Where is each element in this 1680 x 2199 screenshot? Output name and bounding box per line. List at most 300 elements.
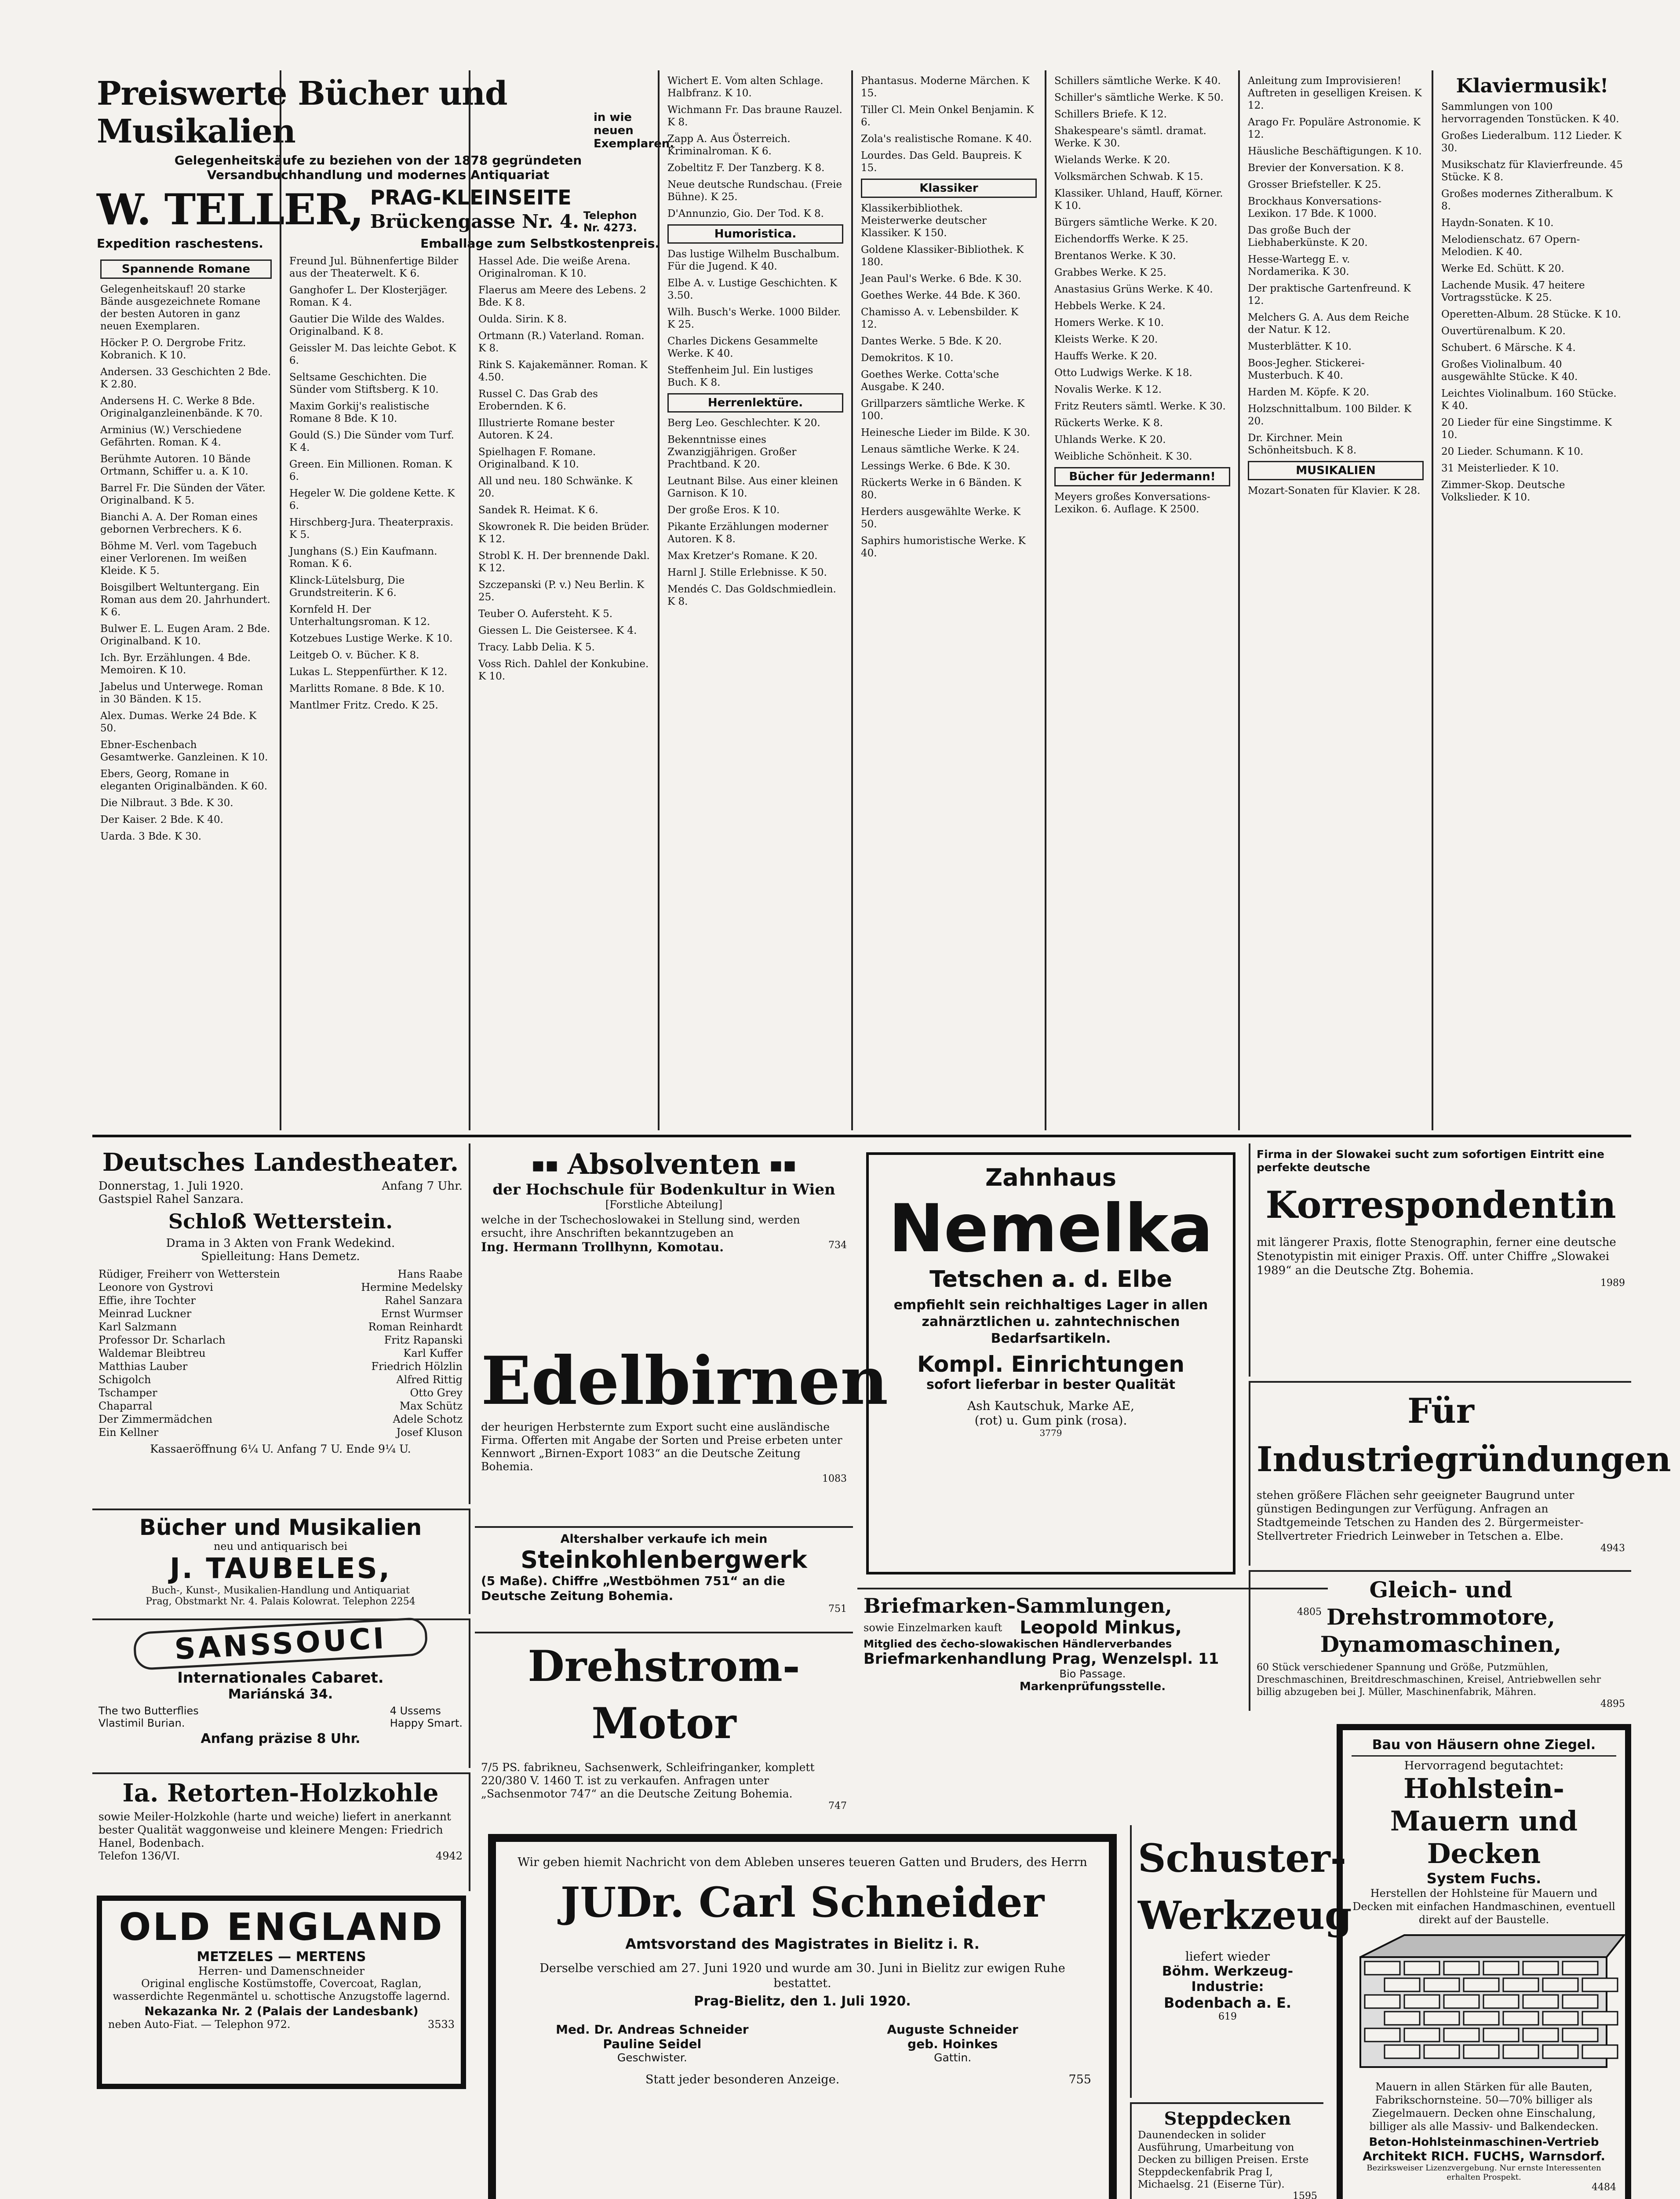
sanssouci-act-2: Vlastimil Burian. <box>98 1717 185 1729</box>
classified-entry: Spielhagen F. Romane. Originalband. K 10. <box>478 446 596 470</box>
classified-entry: Heinesche Lieder im Bilde. K 30. <box>861 427 1030 438</box>
sanssouci-logo: SANSSOUCI <box>133 1617 428 1671</box>
classified-entry: Tiller Cl. Mein Onkel Benjamin. K 6. <box>861 104 1034 128</box>
classified-entry: Geissler M. Das leichte Gebot. K 6. <box>289 343 456 366</box>
classified-entry: Goethes Werke. 44 Bde. K 360. <box>861 290 1021 301</box>
steppdecken-title: Steppdecken <box>1164 2108 1291 2129</box>
sanssouci-act-4: Happy Smart. <box>390 1717 463 1729</box>
classified-entry: Uarda. 3 Bde. K 30. <box>100 831 202 842</box>
classified-entry: Hegeler W. Die goldene Kette. K 6. <box>289 488 455 511</box>
hohlstein-firm: Architekt RICH. FUCHS, Warnsdorf. <box>1362 2149 1606 2163</box>
section-herrenlektuere: Herrenlektüre. <box>667 393 843 413</box>
classified-entry: Seltsame Geschichten. Die Sünder vom Stiftsberg. K 10. <box>289 372 439 395</box>
england-title: OLD ENGLAND <box>119 1905 444 1949</box>
taubeles-address: Prag, Obstmarkt Nr. 4. Palais Kolowrat. Telephon 2254 <box>146 1596 415 1607</box>
classified-entry: Leichtes Violinalbum. 160 Stücke. K 40. <box>1441 388 1617 412</box>
ad-steinkohlen <box>475 1526 853 1627</box>
steinkohlen-line: Altershalber verkaufe ich mein <box>560 1532 768 1546</box>
schneider-code: 755 <box>1068 2073 1091 2086</box>
classified-entry: Gould (S.) Die Sünder vom Turf. K 4. <box>289 430 454 453</box>
steinkohlen-code: 751 <box>828 1604 847 1615</box>
classified-entry: Klassikerbibliothek. Meisterwerke deutscher Klassiker. K 150. <box>861 203 987 239</box>
zahnhaus-item2: (rot) u. Gum pink (rosa). <box>974 1413 1127 1428</box>
drehstrom-text: 7/5 PS. fabrikneu, Sachsenwerk, Schleifringanker, komplett 220/380 V. 1460 T. ist zu verkaufen. Anfragen unter „Sachsenmotor 747“ an die Deutsche Zeitung Bohemia. <box>481 1761 815 1800</box>
schuster-firm: Böhm. Werkzeug-Industrie: <box>1162 1964 1294 1994</box>
absolventen-ornament-left-icon: ▪▪ <box>531 1152 559 1176</box>
zahnhaus-code: 3779 <box>1039 1428 1062 1438</box>
column-6-list <box>1054 75 1230 463</box>
schuster-title1: Schuster- <box>1138 1835 1347 1881</box>
classified-entry: Homers Werke. K 10. <box>1054 317 1164 329</box>
schneider-sign2b: geb. Hoinkes <box>907 2037 998 2051</box>
korrespondentin-intro: Firma in der Slowakei sucht zum sofortigen Eintritt eine perfekte deutsche <box>1257 1148 1604 1174</box>
classified-entry: Großes modernes Zitheralbum. K 8. <box>1441 188 1613 212</box>
column-6-jedermann-list <box>1054 491 1230 515</box>
classified-entry: Uhlands Werke. K 20. <box>1054 434 1166 446</box>
classified-entry: Demokritos. K 10. <box>861 352 954 364</box>
classified-entry: Grabbes Werke. K 25. <box>1054 267 1166 278</box>
classified-entry: Hassel Ade. Die weiße Arena. Originalroman. K 10. <box>478 256 630 279</box>
brick <box>1503 2045 1538 2058</box>
theater-guest: Gastspiel Rahel Sanzara. <box>98 1193 244 1206</box>
classified-entry: Chamisso A. v. Lebensbilder. K 12. <box>861 307 1019 330</box>
cast-row <box>98 1426 463 1439</box>
brick <box>1385 2012 1420 2025</box>
classified-entry: Bekenntnisse eines Zwanzigjährigen. Großer Prachtband. K 20. <box>667 434 797 470</box>
classified-entry: Bianchi A. A. Der Roman eines gebornen Verbrechers. K 6. <box>100 511 258 535</box>
industrie-code: 4943 <box>1600 1543 1625 1554</box>
classified-entry: Shakespeare's sämtl. dramat. Werke. K 30. <box>1054 125 1206 149</box>
brick <box>1483 1962 1519 1975</box>
england-address: Nekazanka Nr. 2 (Palais der Landesbank) <box>144 2005 419 2018</box>
schneider-footer: Statt jeder besonderen Anzeige. <box>645 2073 840 2086</box>
classified-entry: Oulda. Sirin. K 8. <box>478 314 567 325</box>
classified-entry: Melchers G. A. Aus dem Reiche der Natur. K 12. <box>1248 312 1409 336</box>
brick <box>1424 1978 1459 1991</box>
classified-entry: 20 Lieder. Schumann. K 10. <box>1441 446 1584 457</box>
classified-entry: Rückerts Werke. K 8. <box>1054 417 1163 429</box>
classified-entry: Max Kretzer's Romane. K 20. <box>667 550 818 562</box>
brick <box>1444 1962 1479 1975</box>
classified-entry: Kleists Werke. K 20. <box>1054 334 1158 345</box>
england-line2: Original englische Kostümstoffe, Covercoat, Raglan, wasserdichte Regenmäntel u. schottische Anzugstoffe lagernd. <box>113 1977 450 2002</box>
edelbirnen-code: 1083 <box>822 1473 847 1484</box>
cast-row <box>98 1347 463 1360</box>
schuster-title2: Werkzeug <box>1138 1892 1352 1938</box>
brick <box>1365 2028 1400 2042</box>
sanssouci-act-1: The two Butterflies <box>98 1705 199 1717</box>
cast-role: Leonore von Gystrovi <box>98 1281 213 1293</box>
classified-entry: Lukas L. Steppenfürther. K 12. <box>289 666 448 678</box>
brick <box>1404 2028 1439 2042</box>
cast-role: Matthias Lauber <box>98 1360 188 1373</box>
england-code: 3533 <box>427 2018 455 2031</box>
schuster-place: Bodenbach a. E. <box>1163 1994 1292 2011</box>
cast-actor: Alfred Rittig <box>396 1373 463 1386</box>
classified-entry: Junghans (S.) Ein Kaufmann. Roman. K 6. <box>289 546 437 570</box>
edelbirnen-text: der heurigen Herbsternte zum Export sucht eine ausländische Firma. Offerten mit Angabe der Sorten und Preise erbeten unter Kennwort „Birnen-Export 1083“ an die Deutsche Zeitung Bohemia. <box>481 1421 842 1473</box>
cast-role: Rüdiger, Freiherr von Wetterstein <box>98 1268 280 1280</box>
cast-row <box>98 1294 463 1307</box>
briefmarken-name: Leopold Minkus, <box>1020 1618 1182 1638</box>
classified-entry: Arago Fr. Populäre Astronomie. K 12. <box>1248 117 1421 140</box>
briefmarken-passage: Bio Passage. <box>1059 1668 1126 1680</box>
briefmarken-title: Briefmarken-Sammlungen, <box>864 1594 1172 1618</box>
brick <box>1424 2012 1459 2025</box>
column-2 <box>281 70 470 1130</box>
ad-korrespondentin <box>1249 1143 1631 1377</box>
classified-entry: Höcker P. O. Dergrobe Fritz. Kobranich. K 10. <box>100 337 246 361</box>
ad-absolventen <box>475 1143 853 1333</box>
classified-entry: Zapp A. Aus Österreich. Kriminalroman. K 6. <box>667 133 791 157</box>
column-5-klassiker-list <box>861 202 1037 559</box>
classified-entry: Hirschberg-Jura. Theaterpraxis. K 5. <box>289 517 454 541</box>
classified-columns <box>92 70 1631 1130</box>
classified-entry: Flaerus am Meere des Lebens. 2 Bde. K 8. <box>478 285 646 308</box>
cast-row <box>98 1333 463 1347</box>
classified-entry: Lourdes. Das Geld. Baupreis. K 15. <box>861 150 1022 174</box>
holzkohle-phone: Telefon 136/VI. <box>98 1850 180 1862</box>
cast-actor: Fritz Rapanski <box>384 1334 463 1346</box>
classified-entry: Pikante Erzählungen moderner Autoren. K 8. <box>667 521 828 545</box>
classified-entry: Häusliche Beschäftigungen. K 10. <box>1248 146 1422 157</box>
schneider-intro: Wir geben hiemit Nachricht von dem Ableben unseres teueren Gatten und Bruders, des Herrn <box>517 1856 1087 1869</box>
steppdecken-text: Daunendecken in solider Ausführung, Umarbeitung von Decken zu billigen Preisen. Erste Steppdeckenfabrik Prag I, Michaelsg. 21 (Eiserne Tür). <box>1138 2130 1309 2190</box>
sanssouci-start: Anfang präzise 8 Uhr. <box>200 1731 361 1746</box>
cast-actor: Hermine Medelsky <box>361 1281 463 1293</box>
banner-street: Brückengasse Nr. 4. <box>370 211 579 232</box>
hohlstein-header: Bau von Häusern ohne Ziegel. <box>1352 1737 1616 1757</box>
sanssouci-address: Mariánská 34. <box>228 1687 333 1702</box>
hohlstein-code: 4484 <box>1592 2182 1616 2193</box>
classified-entry: Gautier Die Wilde des Waldes. Originalband. K 8. <box>289 314 445 337</box>
classified-entry: Schillers Briefe. K 12. <box>1054 109 1167 120</box>
holzkohle-text: sowie Meiler-Holzkohle (harte und weiche) liefert in anerkannt bester Qualität waggonweise und kleinere Mengen: Friedrich Hanel, Bodenbach. <box>98 1810 451 1849</box>
classified-entry: Boos-Jegher. Stickerei-Musterbuch. K 40. <box>1248 358 1365 381</box>
ad-zahnhaus <box>857 1143 1244 1583</box>
schneider-sign2c: Gattin. <box>934 2051 972 2064</box>
brick <box>1444 1995 1479 2008</box>
cast-role: Effie, ihre Tochter <box>98 1294 196 1307</box>
classified-entry: Hauffs Werke. K 20. <box>1054 351 1157 362</box>
brick <box>1503 2012 1538 2025</box>
steinkohlen-text: (5 Maße). Chiffre „Westböhmen 751“ an die Deutsche Zeitung Bohemia. <box>481 1574 785 1603</box>
classified-entry: Musikschatz für Klavierfreunde. 45 Stücke. K 8. <box>1441 159 1623 183</box>
classified-entry: Jabelus und Unterwege. Roman in 30 Bänden. K 15. <box>100 681 263 705</box>
classified-entry: Großes Violinalbum. 40 ausgewählte Stücke. K 40. <box>1441 359 1578 383</box>
newspaper-page <box>92 70 1671 2199</box>
zahnhaus-item1: Ash Kautschuk, Marke AE, <box>967 1399 1135 1413</box>
column-7 <box>1240 70 1433 1130</box>
classified-entry: Schiller's sämtliche Werke. K 50. <box>1054 92 1224 103</box>
cast-row <box>98 1373 463 1386</box>
steppdecken-code: 1595 <box>1293 2191 1317 2199</box>
classified-entry: Zola's realistische Romane. K 40. <box>861 133 1032 145</box>
column-4-list <box>667 75 843 220</box>
cast-actor: Adele Schotz <box>393 1413 463 1425</box>
classified-entry: Alex. Dumas. Werke 24 Bde. K 50. <box>100 710 257 734</box>
classified-entry: Voss Rich. Dahlel der Konkubine. K 10. <box>478 658 649 682</box>
cast-role: Chaparral <box>98 1400 153 1412</box>
classified-entry: Goethes Werke. Cotta'sche Ausgabe. K 240. <box>861 369 999 393</box>
column-7-list <box>1248 75 1424 457</box>
classified-entry: Haydn-Sonaten. K 10. <box>1441 217 1554 229</box>
steinkohlen-title: Steinkohlenbergwerk <box>521 1546 807 1574</box>
ad-drehstrom <box>475 1632 853 1816</box>
classified-entry: Neue deutsche Rundschau. (Freie Bühne). K 25. <box>667 179 842 203</box>
classified-entry: Lenaus sämtliche Werke. K 24. <box>861 444 1020 455</box>
classified-entry: Bürgers sämtliche Werke. K 20. <box>1054 217 1217 228</box>
classified-entry: Ich. Byr. Erzählungen. 4 Bde. Memoiren. K 10. <box>100 652 251 676</box>
drehstrom-title: Drehstrom-Motor <box>528 1641 800 1748</box>
brick <box>1563 1995 1598 2008</box>
classified-entry: Skowronek R. Die beiden Brüder. K 12. <box>478 521 650 545</box>
hohlstein-illustration <box>1352 1931 1624 2076</box>
ad-hohlstein <box>1337 1724 1631 2199</box>
section-klassiker: Klassiker <box>861 179 1037 198</box>
ad-industrie <box>1249 1381 1671 1566</box>
absolventen-sub: der Hochschule für Bodenkultur in Wien <box>492 1181 835 1198</box>
classified-entry: Melodienschatz. 67 Opern-Melodien. K 40. <box>1441 234 1580 258</box>
ad-schneider <box>479 1825 1126 2199</box>
classified-entry: Dantes Werke. 5 Bde. K 20. <box>861 336 1002 347</box>
brick <box>1385 2045 1420 2058</box>
cast-actor: Otto Grey <box>410 1387 463 1399</box>
brick <box>1582 2012 1618 2025</box>
divider-horizontal <box>92 1135 1631 1137</box>
banner-expedition: Expedition raschestens. <box>97 236 263 251</box>
classified-entry: Fritz Reuters sämtl. Werke. K 30. <box>1054 401 1226 412</box>
column-7-musik-list <box>1248 485 1424 497</box>
cast-role: Waldemar Bleibtreu <box>98 1347 206 1359</box>
cast-actor: Friedrich Hölzlin <box>371 1360 463 1373</box>
cast-row <box>98 1268 463 1281</box>
cast-role: Schigolch <box>98 1373 151 1386</box>
absolventen-ornament-right-icon: ▪▪ <box>769 1152 797 1176</box>
schneider-sign1: Med. Dr. Andreas Schneider <box>556 2022 749 2037</box>
classified-entry: Der praktische Gartenfreund. K 12. <box>1248 283 1411 307</box>
classified-entry: Kornfeld H. Der Unterhaltungsroman. K 12. <box>289 604 430 628</box>
classified-entry: Volksmärchen Schwab. K 15. <box>1054 171 1203 183</box>
cast-role: Ein Kellner <box>98 1426 159 1439</box>
brick <box>1523 1995 1558 2008</box>
classified-entry: Anastasius Grüns Werke. K 40. <box>1054 284 1213 295</box>
classified-entry: Herders ausgewählte Werke. K 50. <box>861 506 1021 530</box>
brick <box>1503 1978 1538 1991</box>
absolventen-title: Absolventen <box>567 1148 761 1181</box>
brick <box>1404 1995 1439 2008</box>
hohlstein-title: Hohlstein-Mauern und Decken <box>1390 1772 1578 1870</box>
column-8 <box>1433 70 1631 1130</box>
classified-entry: Hebbels Werke. K 24. <box>1054 300 1166 312</box>
hohlstein-footer: Bezirksweiser Lizenzvergebung. Nur ernste Interessenten erhalten Prospekt. <box>1367 2163 1601 2182</box>
cast-actor: Rahel Sanzara <box>385 1294 463 1307</box>
classified-entry: Großes Liederalbum. 112 Lieder. K 30. <box>1441 130 1622 154</box>
classified-entry: Böhme M. Verl. vom Tagebuch einer Verlorenen. Im weißen Kleide. K 5. <box>100 541 257 577</box>
theater-director: Spielleitung: Hans Demetz. <box>201 1250 360 1263</box>
classified-entry: Das lustige Wilhelm Buschalbum. Für die Jugend. K 40. <box>667 248 840 272</box>
classified-entry: Weibliche Schönheit. K 30. <box>1054 451 1192 462</box>
cast-actor: Roman Reinhardt <box>368 1321 463 1333</box>
ad-schuster <box>1130 1825 1352 2098</box>
classified-entry: Dr. Kirchner. Mein Schönheitsbuch. K 8. <box>1248 432 1357 456</box>
brick <box>1582 1978 1618 1991</box>
brick <box>1563 2028 1598 2042</box>
column-4-humor-list <box>667 248 843 389</box>
classified-entry: Sammlungen von 100 hervorragenden Tonstücken. K 40. <box>1441 101 1619 125</box>
classified-entry: D'Annunzio, Gio. Der Tod. K 8. <box>667 208 824 219</box>
classified-entry: Leitgeb O. v. Bücher. K 8. <box>289 650 419 661</box>
classified-entry: Die Nilbraut. 3 Bde. K 30. <box>100 797 233 809</box>
motore-title: Gleich- und Drehstrommotore, Dynamomaschinen, <box>1320 1577 1562 1657</box>
cast-row <box>98 1360 463 1373</box>
classified-entry: 31 Meisterlieder. K 10. <box>1441 463 1559 474</box>
holzkohle-title: Ia. Retorten-Holzkohle <box>122 1779 439 1808</box>
cast-row <box>98 1307 463 1320</box>
classified-entry: Anleitung zum Improvisieren! Auftreten in geselligen Kreisen. K 12. <box>1248 75 1422 111</box>
taubeles-title: Bücher und Musikalien <box>139 1515 422 1540</box>
classified-entry: Mozart-Sonaten für Klavier. K 28. <box>1248 485 1421 497</box>
classified-entry: All und neu. 180 Schwänke. K 20. <box>478 475 633 499</box>
classified-entry: Illustrierte Romane bester Autoren. K 24. <box>478 417 615 441</box>
theater-play: Schloß Wetterstein. <box>168 1209 393 1233</box>
classified-entry: Boisgilbert Weltuntergang. Ein Roman aus dem 20. Jahrhundert. K 6. <box>100 582 270 618</box>
classified-entry: Sandek R. Heimat. K 6. <box>478 504 598 516</box>
classified-entry: Holzschnittalbum. 100 Bilder. K 20. <box>1248 403 1411 427</box>
classified-entry: Maxim Gorkij's realistische Romane 8 Bde. K 10. <box>289 401 430 424</box>
brick <box>1543 2012 1578 2025</box>
absolventen-sub2: [Forstliche Abteilung] <box>605 1198 723 1211</box>
england-line1: Herren- und Damenschneider <box>198 1965 365 1977</box>
classified-entry: Rink S. Kajakemänner. Roman. K 4.50. <box>478 359 648 383</box>
classified-entry: Wielands Werke. K 20. <box>1054 154 1170 166</box>
classified-entry: Klassiker. Uhland, Hauff, Körner. K 10. <box>1054 188 1223 212</box>
briefmarken-member: Mitglied des čecho-slowakischen Händlerverbandes <box>864 1638 1172 1650</box>
banner-firm: W. TELLER, <box>97 185 363 234</box>
classified-entry: Arminius (W.) Verschiedene Gefährten. Roman. K 4. <box>100 424 242 448</box>
classified-entry: Ganghofer L. Der Klosterjäger. Roman. K 4. <box>289 285 448 308</box>
classified-entry: Ebner-Eschenbach Gesamtwerke. Ganzleinen. K 10. <box>100 739 268 763</box>
cast-role: Meinrad Luckner <box>98 1308 192 1320</box>
classified-entry: 20 Lieder für eine Singstimme. K 10. <box>1441 417 1612 441</box>
classified-entry: Saphirs humoristische Werke. K 40. <box>861 535 1026 559</box>
cast-row <box>98 1320 463 1333</box>
korrespondentin-title: Korrespondentin <box>1265 1183 1616 1227</box>
briefmarken-stelle: Markenprüfungsstelle. <box>1019 1680 1166 1693</box>
classified-entry: Teuber O. Aufersteht. K 5. <box>478 608 613 620</box>
korrespondentin-text: mit längerer Praxis, flotte Stenographin, ferner eine deutsche Stenotypistin mit einiger Praxis. Off. unter Chiffre „Slowakei 1989“ an die Deutsche Ztg. Bohemia. <box>1257 1236 1616 1277</box>
ad-motore <box>1249 1570 1631 1711</box>
classified-entry: Klinck-Lütelsburg, Die Grundstreiterin. K 6. <box>289 575 405 599</box>
holzkohle-code: 4942 <box>435 1850 463 1862</box>
classified-entry: Hesse-Wartegg E. v. Nordamerika. K 30. <box>1248 254 1350 278</box>
classified-entry: Meyers großes Konversations-Lexikon. 6. Auflage. K 2500. <box>1054 491 1210 515</box>
classified-entry: Brevier der Konversation. K 8. <box>1248 162 1404 174</box>
absolventen-code: 734 <box>828 1240 847 1251</box>
absolventen-text: welche in der Tschechoslowakei in Stellung sind, werden ersucht, ihre Anschriften bekanntzugeben an <box>481 1213 800 1239</box>
classified-entry: Das große Buch der Liebhaberkünste. K 20. <box>1248 225 1368 248</box>
drehstrom-code: 747 <box>828 1801 847 1812</box>
theater-footer: Kassaeröffnung 6¼ U. Anfang 7 U. Ende 9¼ U. <box>150 1443 411 1455</box>
classified-entry: Elbe A. v. Lustige Geschichten. K 3.50. <box>667 278 838 301</box>
brick <box>1385 1978 1420 1991</box>
classified-entry: Phantasus. Moderne Märchen. K 15. <box>861 75 1030 99</box>
motore-code: 4895 <box>1600 1699 1625 1710</box>
zahnhaus-komplett2: sofort lieferbar in bester Qualität <box>926 1377 1176 1392</box>
classified-entry: Leutnant Bilse. Aus einer kleinen Garnison. K 10. <box>667 475 838 499</box>
classified-entry: Zimmer-Skop. Deutsche Volkslieder. K 10. <box>1441 479 1565 503</box>
brick <box>1582 2045 1618 2058</box>
schneider-place: Prag-Bielitz, den 1. Juli 1920. <box>694 1994 911 2009</box>
column-4-herren-list <box>667 417 843 608</box>
sanssouci-act-3: 4 Ussems <box>390 1705 441 1717</box>
hohlstein-vertrieb: Beton-Hohlsteinmaschinen-Vertrieb <box>1369 2136 1599 2149</box>
schneider-sign2: Auguste Schneider <box>887 2022 1018 2037</box>
classified-entry: Russel C. Das Grab des Erobernden. K 6. <box>478 388 598 412</box>
cast-row <box>98 1399 463 1413</box>
brick <box>1365 1962 1400 1975</box>
classified-entry: Szczepanski (P. v.) Neu Berlin. K 25. <box>478 579 645 603</box>
column-6 <box>1046 70 1240 1130</box>
cast-role: Karl Salzmann <box>98 1321 177 1333</box>
industrie-title: Für Industriegründungen <box>1257 1391 1671 1479</box>
classified-entry: Grosser Briefsteller. K 25. <box>1248 179 1381 190</box>
brick <box>1424 2045 1459 2058</box>
ad-theater <box>92 1143 470 1504</box>
classified-entry: Strobl K. H. Der brennende Dakl. K 12. <box>478 550 650 574</box>
brick <box>1523 2028 1558 2042</box>
ad-steppdecken <box>1130 2102 1323 2199</box>
klaviermusik-title: Klaviermusik! <box>1456 75 1609 97</box>
schneider-sign1b: Pauline Seidel <box>603 2037 702 2051</box>
cast-row <box>98 1413 463 1426</box>
banner-line1: Gelegenheitskäufe zu beziehen von der 1878 gegründeten <box>174 153 582 168</box>
briefmarken-code: 4805 <box>1297 1607 1322 1618</box>
cast-row <box>98 1386 463 1399</box>
banner-phone: Telephon Nr. 4273. <box>583 209 637 234</box>
zahnhaus-text: empfiehlt sein reichhaltiges Lager in allen zahnärztlichen u. zahntechnischen Bedarfsartikeln. <box>893 1297 1208 1346</box>
classified-entry: Lessings Werke. 6 Bde. K 30. <box>861 460 1010 472</box>
banner-line2: Versandbuchhandlung und modernes Antiquariat <box>207 168 550 182</box>
zahnhaus-title: Nemelka <box>889 1191 1213 1267</box>
column-2-list <box>289 255 461 712</box>
england-sub: METZELES — MERTENS <box>197 1949 366 1965</box>
classified-entry: Goldene Klassiker-Bibliothek. K 180. <box>861 244 1024 268</box>
banner-place: PRAG-KLEINSEITE <box>370 185 572 209</box>
brick <box>1444 2028 1479 2042</box>
classified-entry: Wichert E. Vom alten Schlage. Halbfranz. K 10. <box>667 75 824 99</box>
classified-entry: Grillparzers sämtliche Werke. K 100. <box>861 398 1025 422</box>
hohlstein-begut: Hervorragend begutachtet: <box>1404 1759 1564 1772</box>
classified-entry: Andersens H. C. Werke 8 Bde. Originalganzleinenbände. K 70. <box>100 395 263 419</box>
classified-entry: Mantlmer Fritz. Credo. K 25. <box>289 700 438 711</box>
classified-entry: Bulwer E. L. Eugen Aram. 2 Bde. Originalband. K 10. <box>100 623 270 647</box>
brick <box>1563 1962 1598 1975</box>
classified-entry: Barrel Fr. Die Sünden der Väter. Originalband. K 5. <box>100 482 266 506</box>
taubeles-line: Buch-, Kunst-, Musikalien-Handlung und Antiquariat <box>151 1585 410 1596</box>
theater-start: Anfang 7 Uhr. <box>382 1180 463 1193</box>
classified-entry: Brockhaus Konversations-Lexikon. 17 Bde. K 1000. <box>1248 196 1382 219</box>
classified-entry: Marlitts Romane. 8 Bde. K 10. <box>289 683 445 694</box>
cast-actor: Max Schütz <box>399 1400 463 1412</box>
column-8-list <box>1441 101 1623 504</box>
classified-entry: Musterblätter. K 10. <box>1248 341 1352 352</box>
classified-entry: Berühmte Autoren. 10 Bände Ortmann, Schiffer u. a. K 10. <box>100 453 251 477</box>
section-humoristica: Humoristica. <box>667 224 843 244</box>
section-buecher-fuer-jedermann: Bücher für Jedermann! <box>1054 467 1230 486</box>
classified-entry: Berg Leo. Geschlechter. K 20. <box>667 417 820 429</box>
classified-entry: Kotzebues Lustige Werke. K 10. <box>289 633 453 644</box>
